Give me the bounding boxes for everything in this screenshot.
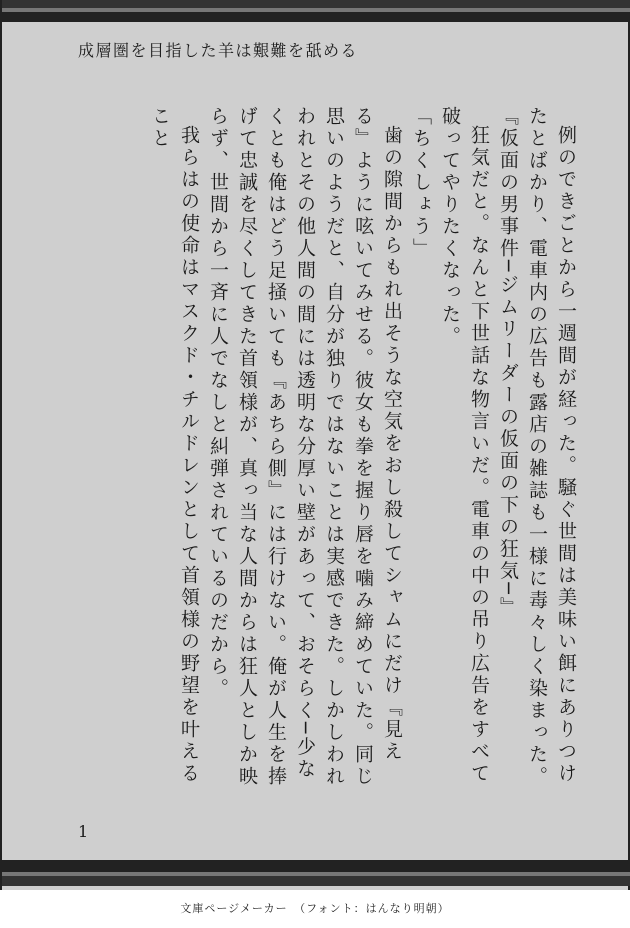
footer-credit: 文庫ページメーカー （フォント：はんなり明朝） [180,902,450,915]
running-header: 成層圏を目指した羊は艱難を舐める [78,41,359,60]
page-number: 1 [78,822,89,841]
top-border-band-inner [2,12,630,22]
paragraph-3: 狂気だと。なんと下世話な物言いだ。電車の中の吊り広告をすべて破ってやりたくなった。 [439,106,490,785]
paragraph-6: 我らはの使命はマスクド・チルドレンとして首領様の野望を叶えること [149,106,200,785]
bottom-border-band-inner [2,860,630,872]
bottom-border-band [2,876,630,886]
paragraph-1: 例のできごとから一週間が経った。騒ぐ世間は美味い餌にありつけたとばかり、電車内の広告も露店の雑誌も一様に毒々しく染まった。 [526,106,577,788]
top-border-band [2,0,630,8]
paragraph-2: 『仮面の男事件─ジムリーダーの仮面の下の狂気─』 [497,106,519,619]
paragraph-5: 歯の隙間からもれ出そうな空気をおし殺してシャムにだけ『見える』ように呟いてみせる。彼女も拳を握り唇を噛み締めていた。同じ思いのようだと、自分が独りではないことは実感できた。しかしわれわれとその他人間の間には透明な分厚い壁があって、おそらく─少なくとも俺はどう足掻いても『あちら側』には行けない。俺が人生を捧げて忠誠を尽くしてきた首領様が、真っ当な人間からは狂人としか映らず、世間から一斉に人でなしと糾弾されているのだから。 [207,106,403,788]
paragraph-4: 「ちくしょう」 [410,106,432,260]
vertical-body-text [60,106,580,796]
